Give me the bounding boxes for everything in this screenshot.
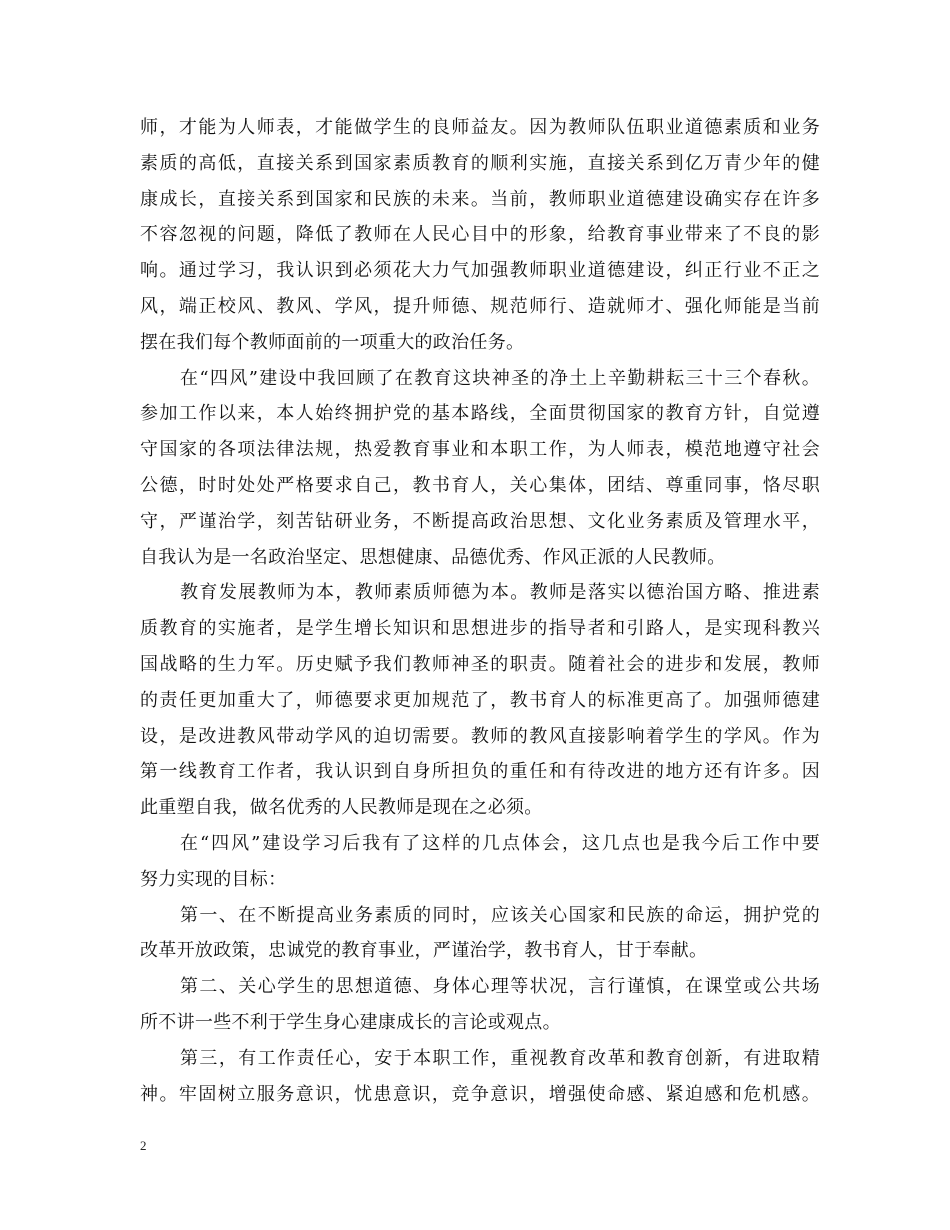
text-line: 设，是改进教风带动学风的迫切需要。教师的教风直接影响着学生的学风。作为 [140,725,820,747]
text-line: 师，才能为人师表，才能做学生的良师益友。因为教师队伍职业道德素质和业务 [140,117,820,138]
text-line: 公德，时时处处严格要求自己，教书育人，关心集体，团结、尊重同事，恪尽职 [140,474,820,496]
text-line: 第三，有工作责任心，安于本职工作，重视教育改革和教育创新，有进取精 [180,1047,820,1069]
text-line: 国战略的生力军。历史赋予我们教师神圣的职责。随着社会的进步和发展，教师 [140,653,820,675]
text-line: 素质的高低，直接关系到国家素质教育的顺利实施，直接关系到亿万青少年的健 [140,152,820,174]
text-line: 第一线教育工作者，我认识到自身所担负的重任和有待改进的地方还有许多。因 [140,761,820,783]
text-line: 神。牢固树立服务意识，忧患意识，竞争意识，增强使命感、紧迫感和危机感。 [140,1083,820,1105]
text-line: 响。通过学习，我认识到必须花大力气加强教师职业道德建设，纠正行业不正之 [140,260,820,282]
text-line: 教育发展教师为本，教师素质师德为本。教师是落实以德治国方略、推进素 [180,582,820,604]
text-line: 此重塑自我，做名优秀的人民教师是现在之必须。 [140,797,543,819]
text-line: 不容忽视的问题，降低了教师在人民心目中的形象，给教育事业带来了不良的影 [140,224,820,246]
text-line: 参加工作以来，本人始终拥护党的基本路线，全面贯彻国家的教育方针，自觉遵 [140,403,820,425]
text-line: 第一、在不断提高业务素质的同时，应该关心国家和民族的命运，拥护党的 [180,904,820,926]
page-number: 2 [140,1138,147,1153]
document-body [140,110,820,1112]
text-line: 改革开放政策，忠诚党的教育事业，严谨治学，教书育人，甘于奉献。 [140,940,708,962]
text-line: 守，严谨治学，刻苦钻研业务，不断提高政治思想、文化业务素质及管理水平， [140,510,820,532]
text-line: 康成长，直接关系到国家和民族的未来。当前，教师职业道德建设确实存在许多 [140,188,820,210]
text-line: 所不讲一些不利于学生身心建康成长的言论或观点。 [140,1011,561,1033]
text-line: 风，端正校风、教风、学风，提升师德、规范师行、造就师才、强化师能是当前 [140,295,820,317]
text-line: 自我认为是一名政治坚定、思想健康、品德优秀、作风正派的人民教师。 [140,546,726,568]
text-line: 的责任更加重大了，师德要求更加规范了，教书育人的标准更高了。加强师德建 [140,689,820,711]
text-line: 摆在我们每个教师面前的一项重大的政治任务。 [140,331,525,353]
text-line: 在“四风”建设中我回顾了在教育这块神圣的净土上辛勤耕耘三十三个春秋。 [180,367,820,389]
text-line: 努力实现的目标： [140,868,287,890]
text-line: 在“四风”建设学习后我有了这样的几点体会，这几点也是我今后工作中要 [180,832,820,854]
text-line: 质教育的实施者，是学生增长知识和思想进步的指导者和引路人，是实现科教兴 [140,618,820,640]
text-line: 守国家的各项法律法规，热爱教育事业和本职工作，为人师表，模范地遵守社会 [140,439,820,461]
text-line: 第二、关心学生的思想道德、身体心理等状况，言行谨慎，在课堂或公共场 [180,976,820,998]
